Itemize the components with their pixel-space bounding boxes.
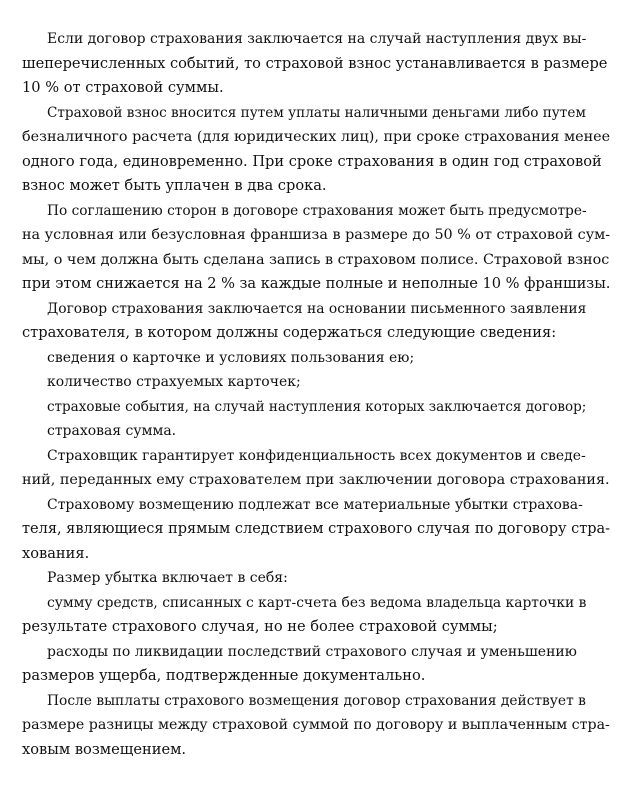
text-line: Страховщик гарантирует конфиденциальность всех документов и сведе- (47, 447, 586, 464)
list-item (22, 346, 610, 371)
text-line: После выплаты страхового возмещения договор страхования действует в (47, 692, 586, 709)
text-line: Страховому возмещению подлежат все материальные убытки страхова- (47, 496, 583, 513)
text-line: шеперечисленных событий, то страховой взнос устанавливается в размере (22, 54, 608, 72)
list-item (22, 395, 610, 420)
text-line: безналичного расчета (для юридических лиц), при сроке страхования менее (22, 129, 611, 145)
text-line: страхователя, в котором должны содержаться следующие сведения: (22, 324, 557, 341)
text-line: теля, являющиеся прямым следствием страхового случая по договору стра- (22, 521, 611, 537)
text-line: одного года, единовременно. При сроке страхования в один год страховой (22, 152, 602, 170)
text-line: ховым возмещением. (22, 740, 187, 758)
text-line: хования. (22, 544, 90, 562)
text-line: ний, переданных ему страхователем при заключении договора страхования. (22, 472, 610, 488)
text-line: страховая сумма. (47, 423, 177, 439)
paragraph-contract-basis (22, 297, 610, 346)
text-line: мы, о чем должна быть сделана запись в страховом полисе. Страховой взнос (22, 251, 610, 268)
text-line: результате страхового случая, но не более страховой суммы; (22, 618, 498, 635)
text-line: По соглашению сторон в договоре страхования может быть предусмотре- (47, 202, 587, 219)
text-line: страховые события, на случай наступления которых заключается договор; (47, 398, 587, 415)
text-line: сумму средств, списанных с карт-счета без ведома владельца карточки в (47, 594, 587, 611)
paragraph-after-payment (22, 689, 610, 763)
list-item (22, 370, 610, 395)
text-line: размере разницы между страховой суммой по договору и выплаченным стра- (22, 717, 610, 733)
text-line: 10 % от страховой суммы. (22, 79, 224, 96)
paragraph-payment-method (22, 101, 610, 199)
text-line: расходы по ликвидации последствий страхового случая и уменьшению (47, 643, 577, 660)
text-line: Размер убытка включает в себя: (47, 570, 288, 586)
text-line: Если договор страхования заключается на случай наступления двух вы- (47, 31, 587, 47)
text-line: количество страхуемых карточек; (47, 374, 301, 390)
text-line: сведения о карточке и условиях пользования ею; (47, 349, 415, 366)
paragraph-loss-size (22, 566, 610, 591)
list-item (22, 640, 610, 689)
text-line: Договор страхования заключается на основании письменного заявления (47, 300, 587, 317)
text-line: размеров ущерба, подтвержденные документально. (22, 667, 426, 684)
text-line: Страховой взнос вносится путем уплаты наличными деньгами либо путем (47, 104, 586, 121)
text-line: на условная или безусловная франшиза в размере до 50 % от страховой сум- (22, 227, 611, 243)
list-item (22, 419, 610, 444)
paragraph-insurance-premium-two-events (22, 27, 610, 101)
paragraph-franchise (22, 199, 610, 297)
text-line: взнос может быть уплачен в два срока. (22, 177, 327, 194)
paragraph-confidentiality (22, 444, 610, 493)
document-page (22, 27, 610, 762)
paragraph-compensation (22, 493, 610, 567)
list-item (22, 591, 610, 640)
text-line: при этом снижается на 2 % за каждые полные и неполные 10 % франшизы. (22, 275, 611, 292)
